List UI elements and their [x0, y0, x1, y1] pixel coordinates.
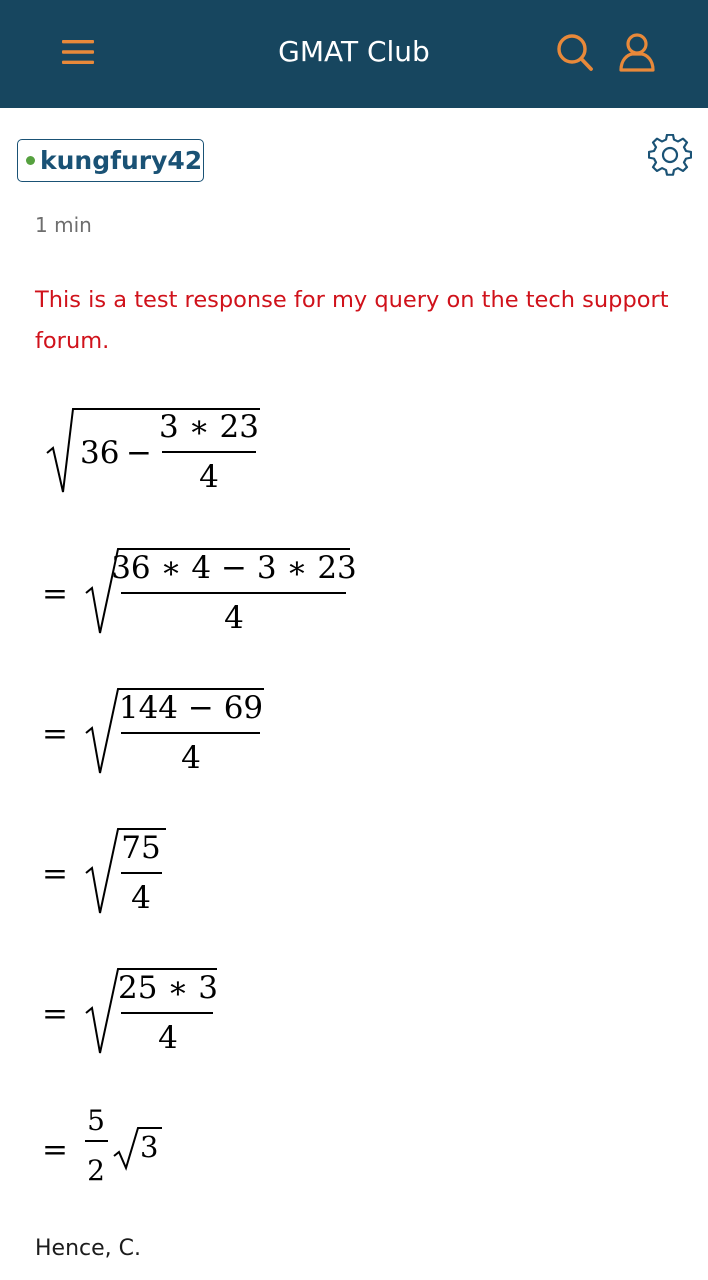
math-line5-numerator: 25 ∗ 3	[118, 970, 218, 1006]
math-line5-eq: =	[42, 996, 68, 1032]
math-line1-denominator: 4	[199, 459, 219, 495]
top-app-bar	[0, 0, 708, 108]
math-line4-eq: =	[42, 856, 68, 892]
math-line4-denominator: 4	[131, 880, 151, 916]
math-line6-numerator: 5	[87, 1104, 105, 1137]
online-status-dot	[26, 156, 35, 165]
math-line-4	[42, 829, 166, 916]
math-line-3	[42, 689, 264, 776]
app-title: GMAT Club	[278, 35, 430, 68]
search-icon[interactable]	[554, 30, 596, 74]
math-line3-denominator: 4	[181, 740, 201, 776]
username[interactable]: kungfury42	[40, 146, 203, 175]
gear-icon[interactable]	[648, 134, 692, 178]
math-line6-radicand: 3	[140, 1130, 159, 1164]
math-line3-eq: =	[42, 716, 68, 752]
math-line-1	[47, 409, 260, 495]
post-conclusion: Hence, C.	[35, 1236, 141, 1261]
math-line4-numerator: 75	[121, 830, 161, 866]
math-line1-minus: −	[126, 435, 152, 471]
math-derivation	[0, 390, 708, 1210]
post-message: This is a test response for my query on the tech support forum.	[35, 287, 669, 354]
username-badge[interactable]	[17, 139, 204, 182]
math-line-2	[42, 549, 357, 636]
math-line6-eq: =	[42, 1132, 68, 1168]
math-line3-numerator: 144 − 69	[118, 690, 264, 726]
math-line2-eq: =	[42, 576, 68, 612]
math-line1-whole: 36	[80, 435, 120, 471]
post-timestamp: 1 min	[35, 213, 92, 237]
math-line6-denominator: 2	[87, 1154, 105, 1187]
math-line1-numerator: 3 ∗ 23	[159, 409, 259, 445]
math-line-5	[42, 969, 218, 1056]
math-line5-denominator: 4	[158, 1020, 178, 1056]
math-line-6	[42, 1104, 162, 1187]
math-line2-numerator: 36 ∗ 4 − 3 ∗ 23	[111, 550, 357, 586]
user-icon[interactable]	[616, 30, 658, 74]
math-line2-denominator: 4	[224, 600, 244, 636]
